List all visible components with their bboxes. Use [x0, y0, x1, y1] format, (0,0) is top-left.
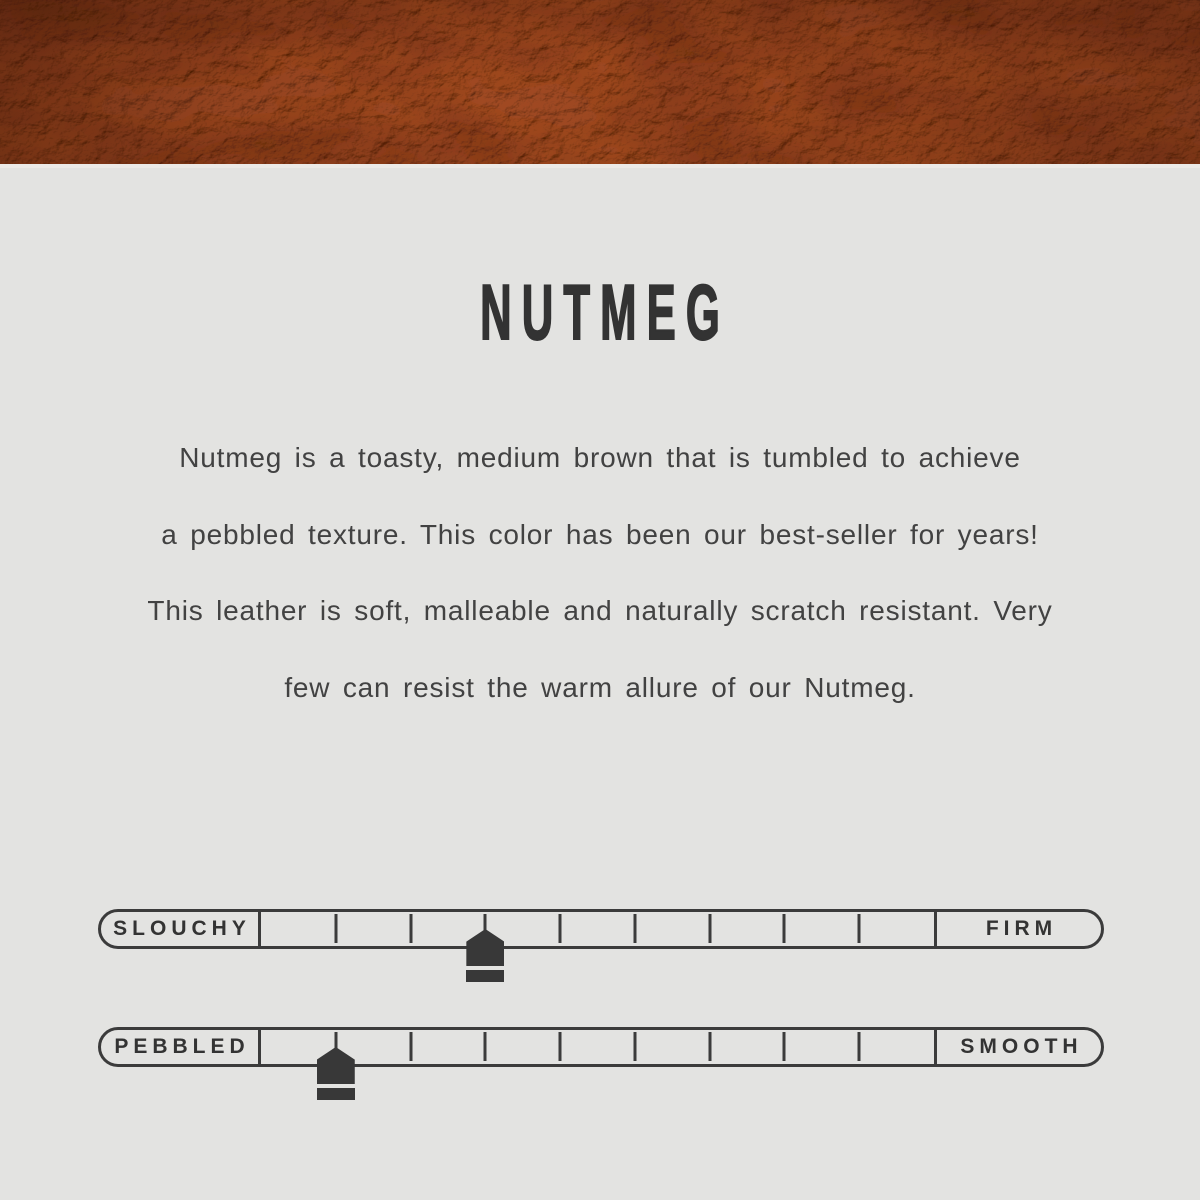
page-title: NUTMEG: [480, 267, 730, 356]
tick-mark: [559, 1032, 562, 1061]
scale-marker: [317, 1047, 355, 1100]
tick-mark: [559, 914, 562, 943]
tick-mark: [783, 914, 786, 943]
scale-right-label: SMOOTH: [934, 1030, 1101, 1064]
tick-mark: [409, 914, 412, 943]
texture-scale: [98, 1027, 1104, 1067]
tick-mark: [708, 1032, 711, 1061]
leather-texture-image: [0, 0, 1200, 164]
description-line: a pebbled texture. This color has been our best-seller for years!: [161, 518, 1039, 550]
firmness-scale: [98, 909, 1104, 949]
marker-head-icon: [317, 1047, 355, 1084]
tick-mark: [708, 914, 711, 943]
scale-right-label: FIRM: [934, 912, 1101, 946]
marker-head-icon: [466, 929, 504, 966]
description-line: This leather is soft, malleable and naturally scratch resistant. Very: [147, 595, 1053, 626]
marker-bar: [317, 1088, 355, 1100]
leather-bottom-edge: [0, 164, 1200, 168]
tick-mark: [858, 1032, 861, 1061]
scale-left-label: PEBBLED: [101, 1030, 261, 1064]
leather-swatch-photo: [0, 0, 1200, 164]
tick-mark: [858, 914, 861, 943]
color-description: [0, 420, 1200, 726]
scale-left-label: SLOUCHY: [101, 912, 261, 946]
description-line: Nutmeg is a toasty, medium brown that is tumbled to achieve: [179, 442, 1021, 473]
tick-mark: [783, 1032, 786, 1061]
tick-mark: [484, 1032, 487, 1061]
tick-mark: [633, 914, 636, 943]
marker-bar: [466, 970, 504, 982]
tick-mark: [334, 914, 337, 943]
description-line: few can resist the warm allure of our Nutmeg.: [284, 671, 916, 703]
tick-mark: [633, 1032, 636, 1061]
scale-marker: [466, 929, 504, 982]
tick-mark: [409, 1032, 412, 1061]
leather-texture-fill: [0, 0, 1200, 164]
